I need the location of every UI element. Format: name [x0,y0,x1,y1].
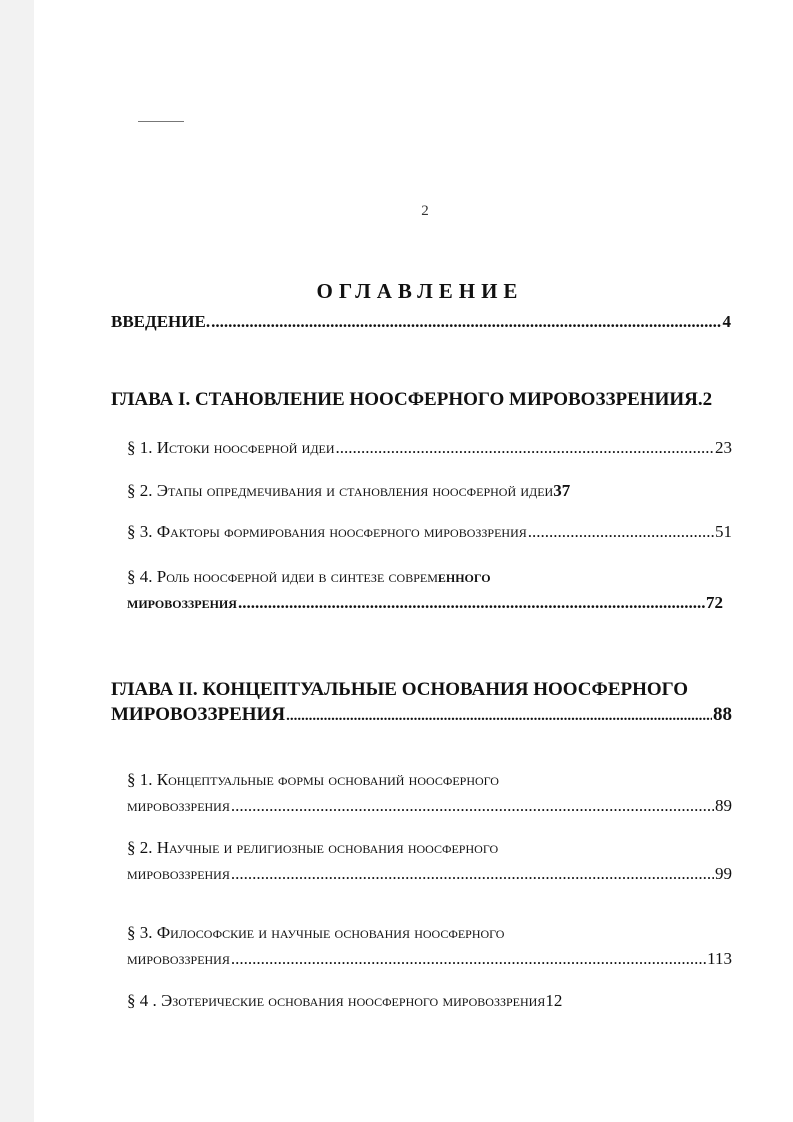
chapter-2-label-line1: ГЛАВА II. КОНЦЕПТУАЛЬНЫЕ ОСНОВАНИЯ НООСФЕРНОГО [111,679,689,700]
scan-shadow-edge [0,0,34,1122]
ch2-section-1-label-line2: мировоззрения [127,796,230,815]
ch1-section-1-page: 23 [715,438,732,457]
ch1-section-4-page: 72 [706,593,723,612]
toc-entry-chapter-1 [111,389,752,411]
ch2-section-1-label-line1: § 1. Концептуальные формы оснований ноосферного [127,770,499,789]
page-number: 2 [421,203,429,219]
chapter-2-page: 88 [713,704,732,725]
toc-entry-ch1-section-3 [127,522,732,542]
toc-entry-ch1-section-2 [127,481,751,501]
toc-entry-ch2-section-1 [127,770,732,790]
leader-dots [286,708,712,725]
leader-dots [211,312,721,332]
chapter-1-page: 2 [702,389,713,410]
toc-entry-ch2-section-2 [127,838,732,858]
leader-dots [528,522,714,542]
chapter-2-label-line2: МИРОВОЗЗРЕНИЯ [111,704,286,725]
toc-entry-ch2-section-2-cont [127,864,732,884]
ch2-section-4-page: 12 [545,991,563,1010]
toc-title: ОГЛАВЛЕНИЕ [316,279,524,303]
toc-entry-ch2-section-4 [127,991,754,1011]
toc-entry-chapter-2 [111,679,751,701]
toc-entry-chapter-2-cont [111,704,732,726]
ch1-section-2-label: § 2. Этапы опредмечивания и становления ноосферной идеи [127,481,554,500]
ch1-section-4-label: § 4. Роль ноосферной идеи в синтезе соврем [127,567,438,586]
ch2-section-3-page: 113 [707,949,732,968]
leader-dots [231,949,706,969]
leader-dots [238,593,705,613]
scan-mark-line [138,121,184,122]
ch1-section-1-label: § 1. Истоки ноосферной идеи [127,438,335,457]
toc-entry-introduction [111,312,731,332]
ch1-section-3-page: 51 [715,522,732,541]
leader-dots [231,864,714,884]
ch1-section-4-label-bold: енного [437,567,491,586]
ch2-section-3-label-line2: мировоззрения [127,949,230,968]
ch1-section-2-page: 37 [553,481,571,500]
toc-entry-ch2-section-3 [127,923,732,943]
introduction-page: 4 [722,312,731,331]
ch1-section-3-label: § 3. Факторы формирования ноосферного мировоззрения [127,522,527,541]
ch2-section-4-label: § 4 . Эзотерические основания ноосферного мировоззрения [127,991,546,1010]
ch2-section-3-label-line1: § 3. Философские и научные основания ноосферного [127,923,505,942]
ch2-section-2-page: 99 [715,864,732,883]
ch2-section-2-label-line2: мировоззрения [127,864,230,883]
leader-dots [336,438,714,458]
introduction-label: ВВЕДЕНИЕ. [111,312,211,331]
leader-dots [231,796,714,816]
toc-entry-ch1-section-4 [127,567,732,587]
ch2-section-2-label-line1: § 2. Научные и религиозные основания ноосферного [127,838,499,857]
ch2-section-1-page: 89 [715,796,732,815]
toc-entry-ch2-section-1-cont [127,796,732,816]
toc-entry-ch1-section-1 [127,438,732,458]
toc-entry-ch2-section-3-cont [127,949,732,969]
chapter-1-label: ГЛАВА I. СТАНОВЛЕНИЕ НООСФЕРНОГО МИРОВОЗЗРЕНИИЯ. [111,389,703,410]
toc-entry-ch1-section-4-cont [127,593,723,613]
ch1-section-4-label-line2: мировоззрения [127,593,237,612]
